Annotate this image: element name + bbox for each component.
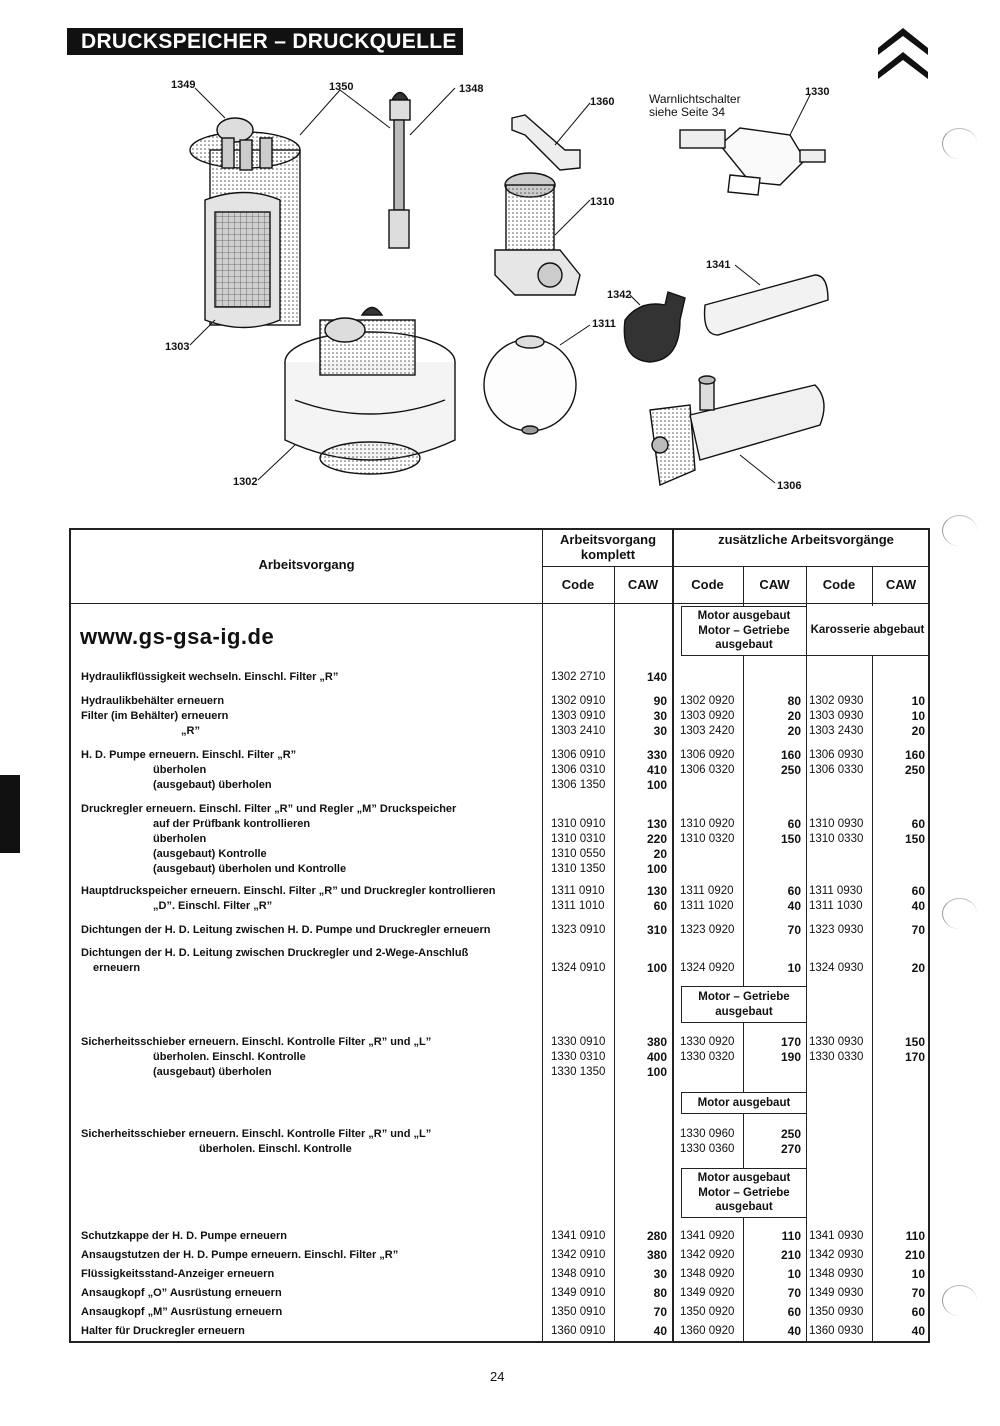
caw-cell: 40 bbox=[787, 1324, 801, 1338]
caw-cell: 20 bbox=[653, 847, 667, 861]
reservoir-drawing bbox=[190, 118, 300, 328]
caw-cell: 60 bbox=[787, 884, 801, 898]
code-cell: 1311 0920 bbox=[680, 885, 734, 897]
caw-cell: 80 bbox=[653, 1286, 667, 1300]
caw-cell: 20 bbox=[787, 709, 801, 723]
level-indicator-drawing bbox=[389, 93, 410, 249]
operation-description: (ausgebaut) überholen bbox=[153, 1066, 272, 1078]
pressure-regulator-drawing bbox=[495, 173, 580, 295]
caw-cell: 250 bbox=[780, 763, 801, 777]
warning-switch-note bbox=[649, 93, 741, 119]
page-number: 24 bbox=[490, 1369, 505, 1384]
caw-cell: 30 bbox=[653, 709, 667, 723]
caw-cell: 60 bbox=[787, 1305, 801, 1319]
website-url: www.gs-gsa-ig.de bbox=[80, 624, 275, 649]
caw-cell: 210 bbox=[904, 1248, 925, 1262]
caw-cell: 100 bbox=[646, 862, 667, 876]
code-cell: 1303 2430 bbox=[809, 725, 864, 737]
code-cell: 1311 1010 bbox=[551, 900, 605, 912]
operation-description: Hydraulikbehälter erneuern bbox=[81, 695, 225, 707]
operation-description: Ansaugkopf „M” Ausrüstung erneuern bbox=[81, 1306, 283, 1318]
code-cell: 1330 0920 bbox=[680, 1036, 735, 1048]
caw-cell: 170 bbox=[780, 1035, 801, 1049]
caw-cell: 110 bbox=[905, 1229, 925, 1243]
condition-box: Motor ausgebaut bbox=[681, 1092, 807, 1114]
caw-cell: 40 bbox=[653, 1324, 667, 1338]
callout-label: 1311 bbox=[592, 318, 616, 330]
callout-label: 1306 bbox=[777, 480, 802, 492]
caw-cell: 20 bbox=[911, 724, 925, 738]
operation-description: Schutzkappe der H. D. Pumpe erneuern bbox=[81, 1230, 287, 1242]
labor-times-table bbox=[69, 528, 930, 1343]
caw-cell: 10 bbox=[787, 1267, 801, 1281]
operation-description: H. D. Pumpe erneuern. Einschl. Filter „R” bbox=[81, 749, 297, 761]
code-cell: 1311 0930 bbox=[809, 885, 863, 897]
caw-cell: 100 bbox=[646, 1065, 667, 1079]
code-cell: 1303 2420 bbox=[680, 725, 735, 737]
caw-cell: 90 bbox=[653, 694, 667, 708]
caw-cell: 70 bbox=[911, 923, 925, 937]
operation-description: Halter für Druckregler erneuern bbox=[81, 1325, 245, 1337]
code-cell: 1303 0910 bbox=[551, 710, 606, 722]
condition-box: Motor – Getriebe ausgebaut bbox=[681, 986, 807, 1023]
caw-cell: 40 bbox=[911, 899, 925, 913]
callout-label: 1310 bbox=[590, 196, 615, 208]
caw-cell: 30 bbox=[653, 724, 667, 738]
caw-cell: 250 bbox=[780, 1127, 801, 1141]
header-komplett: Arbeitsvorgang komplett bbox=[559, 532, 657, 562]
note-line: siehe Seite 34 bbox=[649, 105, 726, 119]
column-divider bbox=[872, 566, 873, 1341]
operation-description: Flüssigkeitsstand-Anzeiger erneuern bbox=[81, 1268, 275, 1280]
caw-cell: 400 bbox=[646, 1050, 667, 1064]
caw-cell: 130 bbox=[646, 884, 667, 898]
header-caw: CAW bbox=[885, 577, 917, 592]
header-code: Code bbox=[561, 577, 595, 592]
operation-description: (ausgebaut) überholen bbox=[153, 779, 272, 791]
code-cell: 1323 0930 bbox=[809, 924, 864, 936]
caw-cell: 100 bbox=[646, 778, 667, 792]
caw-cell: 270 bbox=[780, 1142, 801, 1156]
callout-label: 1302 bbox=[233, 476, 258, 488]
code-cell: 1310 0330 bbox=[809, 833, 864, 845]
page-title: DRUCKSPEICHER – DRUCKQUELLE bbox=[67, 28, 463, 55]
operation-description: Druckregler erneuern. Einschl. Filter „R” und Regler „M” Druckspeicher bbox=[81, 803, 457, 815]
code-cell: 1310 0930 bbox=[809, 818, 864, 830]
caw-cell: 100 bbox=[646, 961, 667, 975]
caw-cell: 10 bbox=[911, 694, 925, 708]
code-cell: 1306 0930 bbox=[809, 749, 864, 761]
code-cell: 1349 0920 bbox=[680, 1287, 735, 1299]
caw-cell: 10 bbox=[911, 709, 925, 723]
code-cell: 1303 0930 bbox=[809, 710, 864, 722]
condition-box: Motor ausgebaut Motor – Getriebe ausgebaut bbox=[681, 606, 807, 656]
caw-cell: 140 bbox=[646, 670, 667, 684]
operation-description: auf der Prüfbank kontrollieren bbox=[153, 818, 311, 830]
operation-description: Sicherheitsschieber erneuern. Einschl. Kontrolle Filter „R” und „L” bbox=[81, 1036, 432, 1048]
callout-label: 1342 bbox=[607, 289, 632, 301]
caw-cell: 80 bbox=[787, 694, 801, 708]
code-cell: 1341 0910 bbox=[551, 1230, 606, 1242]
callout-label: 1341 bbox=[706, 259, 731, 271]
caw-cell: 170 bbox=[904, 1050, 925, 1064]
caw-cell: 130 bbox=[646, 817, 667, 831]
code-cell: 1323 0920 bbox=[680, 924, 735, 936]
code-cell: 1302 2710 bbox=[551, 671, 606, 683]
operation-description: (ausgebaut) überholen und Kontrolle bbox=[153, 863, 347, 875]
code-cell: 1310 0310 bbox=[551, 833, 606, 845]
code-cell: 1311 1030 bbox=[809, 900, 863, 912]
operation-description: überholen. Einschl. Kontrolle bbox=[153, 1051, 306, 1063]
column-divider bbox=[743, 566, 744, 1341]
cap-drawing bbox=[705, 275, 828, 335]
caw-cell: 310 bbox=[646, 923, 667, 937]
caw-cell: 150 bbox=[904, 1035, 925, 1049]
caw-cell: 60 bbox=[911, 817, 925, 831]
code-cell: 1330 0960 bbox=[680, 1128, 735, 1140]
header-code: Code bbox=[691, 577, 724, 592]
caw-cell: 220 bbox=[646, 832, 667, 846]
caw-cell: 280 bbox=[646, 1229, 667, 1243]
code-cell: 1330 0310 bbox=[551, 1051, 606, 1063]
callout-label: 1360 bbox=[590, 96, 615, 108]
code-cell: 1360 0920 bbox=[680, 1325, 735, 1337]
caw-cell: 70 bbox=[911, 1286, 925, 1300]
code-cell: 1330 0910 bbox=[551, 1036, 606, 1048]
code-cell: 1330 0330 bbox=[809, 1051, 864, 1063]
operation-description: (ausgebaut) Kontrolle bbox=[153, 848, 267, 860]
code-cell: 1306 0320 bbox=[680, 764, 735, 776]
operation-description: überholen. Einschl. Kontrolle bbox=[199, 1143, 352, 1155]
code-cell: 1341 0920 bbox=[680, 1230, 735, 1242]
code-cell: 1350 0920 bbox=[680, 1306, 735, 1318]
code-cell: 1324 0920 bbox=[680, 962, 735, 974]
code-cell: 1306 0920 bbox=[680, 749, 735, 761]
code-cell: 1310 0550 bbox=[551, 848, 606, 860]
code-cell: 1348 0930 bbox=[809, 1268, 864, 1280]
code-cell: 1330 0930 bbox=[809, 1036, 864, 1048]
code-cell: 1302 0910 bbox=[551, 695, 606, 707]
code-cell: 1349 0910 bbox=[551, 1287, 606, 1299]
code-cell: 1360 0910 bbox=[551, 1325, 606, 1337]
caw-cell: 210 bbox=[780, 1248, 801, 1262]
header-zusaetzlich: zusätzliche Arbeitsvorgänge bbox=[718, 532, 894, 547]
caw-cell: 150 bbox=[780, 832, 801, 846]
punch-hole bbox=[942, 898, 977, 929]
code-cell: 1306 0310 bbox=[551, 764, 606, 776]
condition-box: Motor ausgebaut Motor – Getriebe ausgebaut bbox=[681, 1168, 807, 1218]
callout-label: 1349 bbox=[171, 79, 196, 91]
column-divider bbox=[672, 530, 674, 1341]
caw-cell: 30 bbox=[653, 1267, 667, 1281]
code-cell: 1323 0910 bbox=[551, 924, 606, 936]
operation-description: Sicherheitsschieber erneuern. Einschl. Kontrolle Filter „R” und „L” bbox=[81, 1128, 432, 1140]
filter-drawing bbox=[285, 308, 455, 475]
code-cell: 1302 0920 bbox=[680, 695, 735, 707]
code-cell: 1348 0920 bbox=[680, 1268, 735, 1280]
caw-cell: 70 bbox=[787, 923, 801, 937]
caw-cell: 60 bbox=[911, 884, 925, 898]
code-cell: 1350 0930 bbox=[809, 1306, 864, 1318]
column-divider bbox=[542, 530, 543, 1341]
parts-illustration bbox=[0, 0, 1000, 520]
callout-label: 1348 bbox=[459, 83, 484, 95]
code-cell: 1306 0330 bbox=[809, 764, 864, 776]
code-cell: 1360 0930 bbox=[809, 1325, 864, 1337]
caw-cell: 70 bbox=[787, 1286, 801, 1300]
code-cell: 1311 0910 bbox=[551, 885, 605, 897]
caw-cell: 40 bbox=[911, 1324, 925, 1338]
code-cell: 1302 0930 bbox=[809, 695, 864, 707]
punch-hole bbox=[942, 1285, 977, 1316]
header-caw: CAW bbox=[759, 577, 790, 592]
operation-description: Dichtungen der H. D. Leitung zwischen Druckregler und 2-Wege-Anschluß bbox=[81, 947, 469, 959]
code-cell: 1349 0930 bbox=[809, 1287, 864, 1299]
callout-label: 1330 bbox=[805, 86, 830, 98]
caw-cell: 60 bbox=[787, 817, 801, 831]
caw-cell: 70 bbox=[653, 1305, 667, 1319]
intake-drawing bbox=[624, 292, 685, 362]
code-cell: 1341 0930 bbox=[809, 1230, 864, 1242]
row-divider bbox=[542, 566, 928, 567]
code-cell: 1330 0320 bbox=[680, 1051, 735, 1063]
caw-cell: 40 bbox=[787, 899, 801, 913]
operation-description: Hydraulikflüssigkeit wechseln. Einschl. Filter „R” bbox=[81, 671, 339, 683]
column-divider bbox=[806, 566, 807, 1341]
operation-description: überholen bbox=[153, 833, 207, 845]
code-cell: 1350 0910 bbox=[551, 1306, 606, 1318]
header-arbeitsvorgang: Arbeitsvorgang bbox=[258, 557, 355, 572]
code-cell: 1311 1020 bbox=[680, 900, 734, 912]
caw-cell: 160 bbox=[904, 748, 925, 762]
code-cell: 1342 0910 bbox=[551, 1249, 606, 1261]
code-cell: 1310 0920 bbox=[680, 818, 735, 830]
caw-cell: 380 bbox=[646, 1035, 667, 1049]
code-cell: 1330 0360 bbox=[680, 1143, 735, 1155]
caw-cell: 330 bbox=[646, 748, 667, 762]
caw-cell: 380 bbox=[646, 1248, 667, 1262]
operation-description: erneuern bbox=[93, 962, 141, 974]
code-cell: 1342 0930 bbox=[809, 1249, 864, 1261]
caw-cell: 60 bbox=[911, 1305, 925, 1319]
note-line: Warnlichtschalter bbox=[649, 92, 741, 106]
caw-cell: 20 bbox=[911, 961, 925, 975]
pump-drawing bbox=[650, 376, 824, 485]
caw-cell: 20 bbox=[787, 724, 801, 738]
caw-cell: 190 bbox=[780, 1050, 801, 1064]
section-tab-marker bbox=[0, 775, 20, 853]
caw-cell: 150 bbox=[904, 832, 925, 846]
operation-description: Hauptdruckspeicher erneuern. Einschl. Filter „R” und Druckregler kontrollieren bbox=[81, 885, 496, 897]
header-code: Code bbox=[822, 577, 856, 592]
callout-label: 1303 bbox=[165, 341, 190, 353]
code-cell: 1303 0920 bbox=[680, 710, 735, 722]
code-cell: 1310 0320 bbox=[680, 833, 735, 845]
operation-description: Ansaugkopf „O” Ausrüstung erneuern bbox=[81, 1287, 282, 1299]
code-cell: 1342 0920 bbox=[680, 1249, 735, 1261]
caw-cell: 60 bbox=[653, 899, 667, 913]
operation-description: Ansaugstutzen der H. D. Pumpe erneuern. Einschl. Filter „R” bbox=[81, 1249, 399, 1261]
operation-description: Dichtungen der H. D. Leitung zwischen H. D. Pumpe und Druckregler erneuern bbox=[81, 924, 491, 936]
condition-box: Karosserie abgebaut bbox=[807, 606, 928, 656]
caw-cell: 410 bbox=[646, 763, 667, 777]
operation-description: Filter (im Behälter) erneuern bbox=[81, 710, 229, 722]
safety-valve-drawing bbox=[680, 128, 825, 195]
header-caw: CAW bbox=[627, 577, 659, 592]
caw-cell: 250 bbox=[904, 763, 925, 777]
caw-cell: 160 bbox=[780, 748, 801, 762]
code-cell: 1306 1350 bbox=[551, 779, 606, 791]
code-cell: 1348 0910 bbox=[551, 1268, 606, 1280]
code-cell: 1310 0910 bbox=[551, 818, 606, 830]
operation-description: „D”. Einschl. Filter „R” bbox=[153, 900, 273, 912]
bracket-drawing bbox=[512, 115, 580, 170]
caw-cell: 10 bbox=[911, 1267, 925, 1281]
operation-description: überholen bbox=[153, 764, 207, 776]
operation-description: „R” bbox=[181, 725, 200, 737]
code-cell: 1306 0910 bbox=[551, 749, 606, 761]
accumulator-sphere-drawing bbox=[484, 336, 576, 434]
code-cell: 1310 1350 bbox=[551, 863, 606, 875]
code-cell: 1324 0910 bbox=[551, 962, 606, 974]
code-cell: 1330 1350 bbox=[551, 1066, 606, 1078]
code-cell: 1324 0930 bbox=[809, 962, 864, 974]
caw-cell: 110 bbox=[781, 1229, 801, 1243]
caw-cell: 10 bbox=[787, 961, 801, 975]
code-cell: 1303 2410 bbox=[551, 725, 606, 737]
callout-label: 1350 bbox=[329, 81, 354, 93]
row-divider bbox=[71, 603, 928, 604]
